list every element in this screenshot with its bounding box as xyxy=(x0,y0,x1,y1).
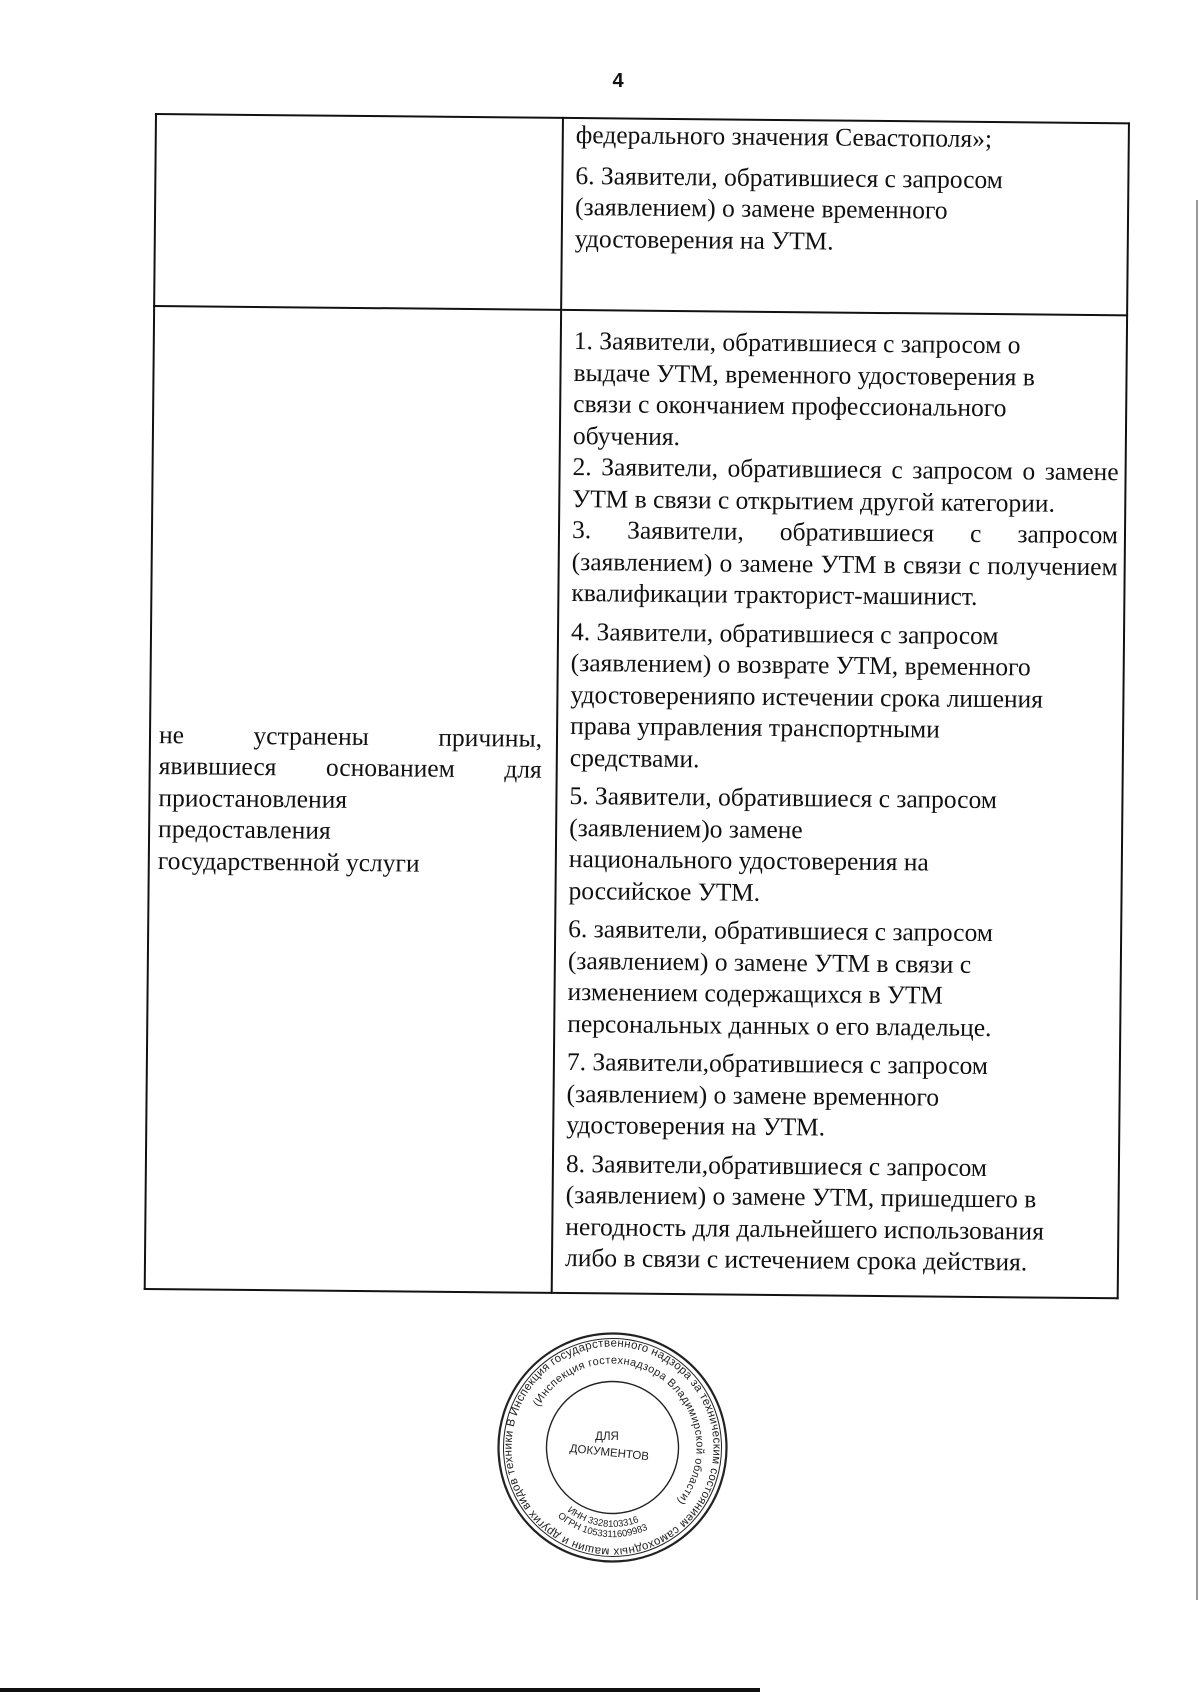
list-item: 6. заявители, обратившиеся с запросом (заявлением) о замене УТМ в связи с изменением содержащихся в УТМ персональных данных о его владельце. xyxy=(567,914,994,1042)
official-stamp xyxy=(495,1330,730,1565)
list-item: 2. Заявители, обратившиеся с запросом о замене УТМ в связи с открытием другой категории. xyxy=(572,452,1119,518)
scan-edge-line xyxy=(1196,200,1198,1600)
text-line: не устранены причины, xyxy=(158,719,543,753)
text-line: явившиеся основанием для xyxy=(158,751,542,784)
list-item: 4. Заявители, обратившиеся с запросом (заявлением) о возврате УТМ, временного удостоверенияпо истечении срока лишения права управления транспортными средствами. xyxy=(569,616,1044,773)
list-item: 7. Заявители,обратившиеся с запросом (заявлением) о замене временного удостоверения на УТМ. xyxy=(566,1046,989,1142)
page-number: 4 xyxy=(612,70,624,92)
list-item: 1. Заявители, обратившиеся с запросом о выдаче УТМ, временного удостоверения в связи с окончанием профессионального обучения. xyxy=(572,326,1036,451)
bottom-rule xyxy=(0,1688,760,1692)
table-row xyxy=(154,114,1129,315)
text-line: государственной услуги xyxy=(157,845,420,878)
stamp-ogrn-text: ОГРН 1053311609983 xyxy=(555,1510,650,1541)
stamp-center-line: ДОКУМЕНТОВ xyxy=(569,1442,650,1464)
text-line: приостановления xyxy=(158,782,348,814)
stamp-inn-text: ИНН 3328103316 xyxy=(565,1504,641,1530)
list-item: 6. Заявители, обратившиеся с запросом (заявлением) о замене временного удостоверения на УТМ. xyxy=(574,160,1004,256)
stamp-outer-text: Инспекция государственного надзора за техническим состоянием самоходных машин и других видов техники Владимирской xyxy=(502,1337,723,1558)
suspension-reason-text xyxy=(158,719,543,880)
list-item: 3. Заявители, обратившиеся с запросом (заявлением) о замене УТМ в связи с получением квалификации тракторист-машинист. xyxy=(571,515,1119,611)
table-cell-left xyxy=(154,114,563,310)
table-cell-left xyxy=(145,306,561,1292)
stamp-inner-text: (Инспекция гостехнадзора Владимирской области) xyxy=(531,1354,706,1507)
table-cell-right xyxy=(561,118,1129,315)
stamp-center-line: ДЛЯ xyxy=(595,1431,619,1443)
list-item: 5. Заявители, обратившиеся с запросом (заявлением)о замене национального удостоверения на российское УТМ. xyxy=(568,781,998,907)
requirements-table xyxy=(144,113,1130,1299)
continuation-text: федерального значения Севастополя»; xyxy=(575,120,993,154)
table-row xyxy=(145,306,1127,1298)
list-item: 8. Заявители,обратившиеся с запросом (заявлением) о замене УТМ, пришедшего в негодность для дальнейшего использования либо в связи с истечением срока действия. xyxy=(564,1148,1045,1277)
table-cell-right xyxy=(552,310,1127,1298)
text-line: предоставления xyxy=(157,814,331,845)
